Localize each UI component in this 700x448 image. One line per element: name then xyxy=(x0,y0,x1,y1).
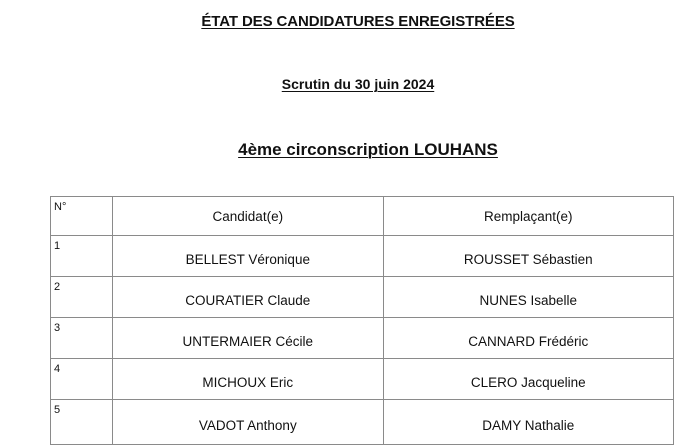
row-number: 2 xyxy=(51,277,113,318)
substitute-name: DAMY Nathalie xyxy=(383,400,673,445)
row-number: 5 xyxy=(51,400,113,445)
row-number: 1 xyxy=(51,236,113,277)
substitute-name: NUNES Isabelle xyxy=(383,277,673,318)
candidates-table xyxy=(50,196,674,445)
table-row xyxy=(51,236,674,277)
header-substitute: Remplaçant(e) xyxy=(383,197,673,236)
table-row xyxy=(51,277,674,318)
table-row xyxy=(51,400,674,445)
constituency-heading: 4ème circonscription LOUHANS xyxy=(238,140,498,159)
substitute-name: CLERO Jacqueline xyxy=(383,359,673,400)
candidate-name: VADOT Anthony xyxy=(113,400,383,445)
substitute-name: CANNARD Frédéric xyxy=(383,318,673,359)
table-header-row xyxy=(51,197,674,236)
header-candidate: Candidat(e) xyxy=(113,197,383,236)
candidate-name: BELLEST Véronique xyxy=(113,236,383,277)
candidate-name: MICHOUX Eric xyxy=(113,359,383,400)
candidate-name: COURATIER Claude xyxy=(113,277,383,318)
header-number: N° xyxy=(51,197,113,236)
table-row xyxy=(51,318,674,359)
table-row xyxy=(51,359,674,400)
row-number: 3 xyxy=(51,318,113,359)
candidate-name: UNTERMAIER Cécile xyxy=(113,318,383,359)
substitute-name: ROUSSET Sébastien xyxy=(383,236,673,277)
election-date-subtitle: Scrutin du 30 juin 2024 xyxy=(281,76,435,92)
row-number: 4 xyxy=(51,359,113,400)
document-title: ÉTAT DES CANDIDATURES ENREGISTRÉES xyxy=(201,13,515,30)
